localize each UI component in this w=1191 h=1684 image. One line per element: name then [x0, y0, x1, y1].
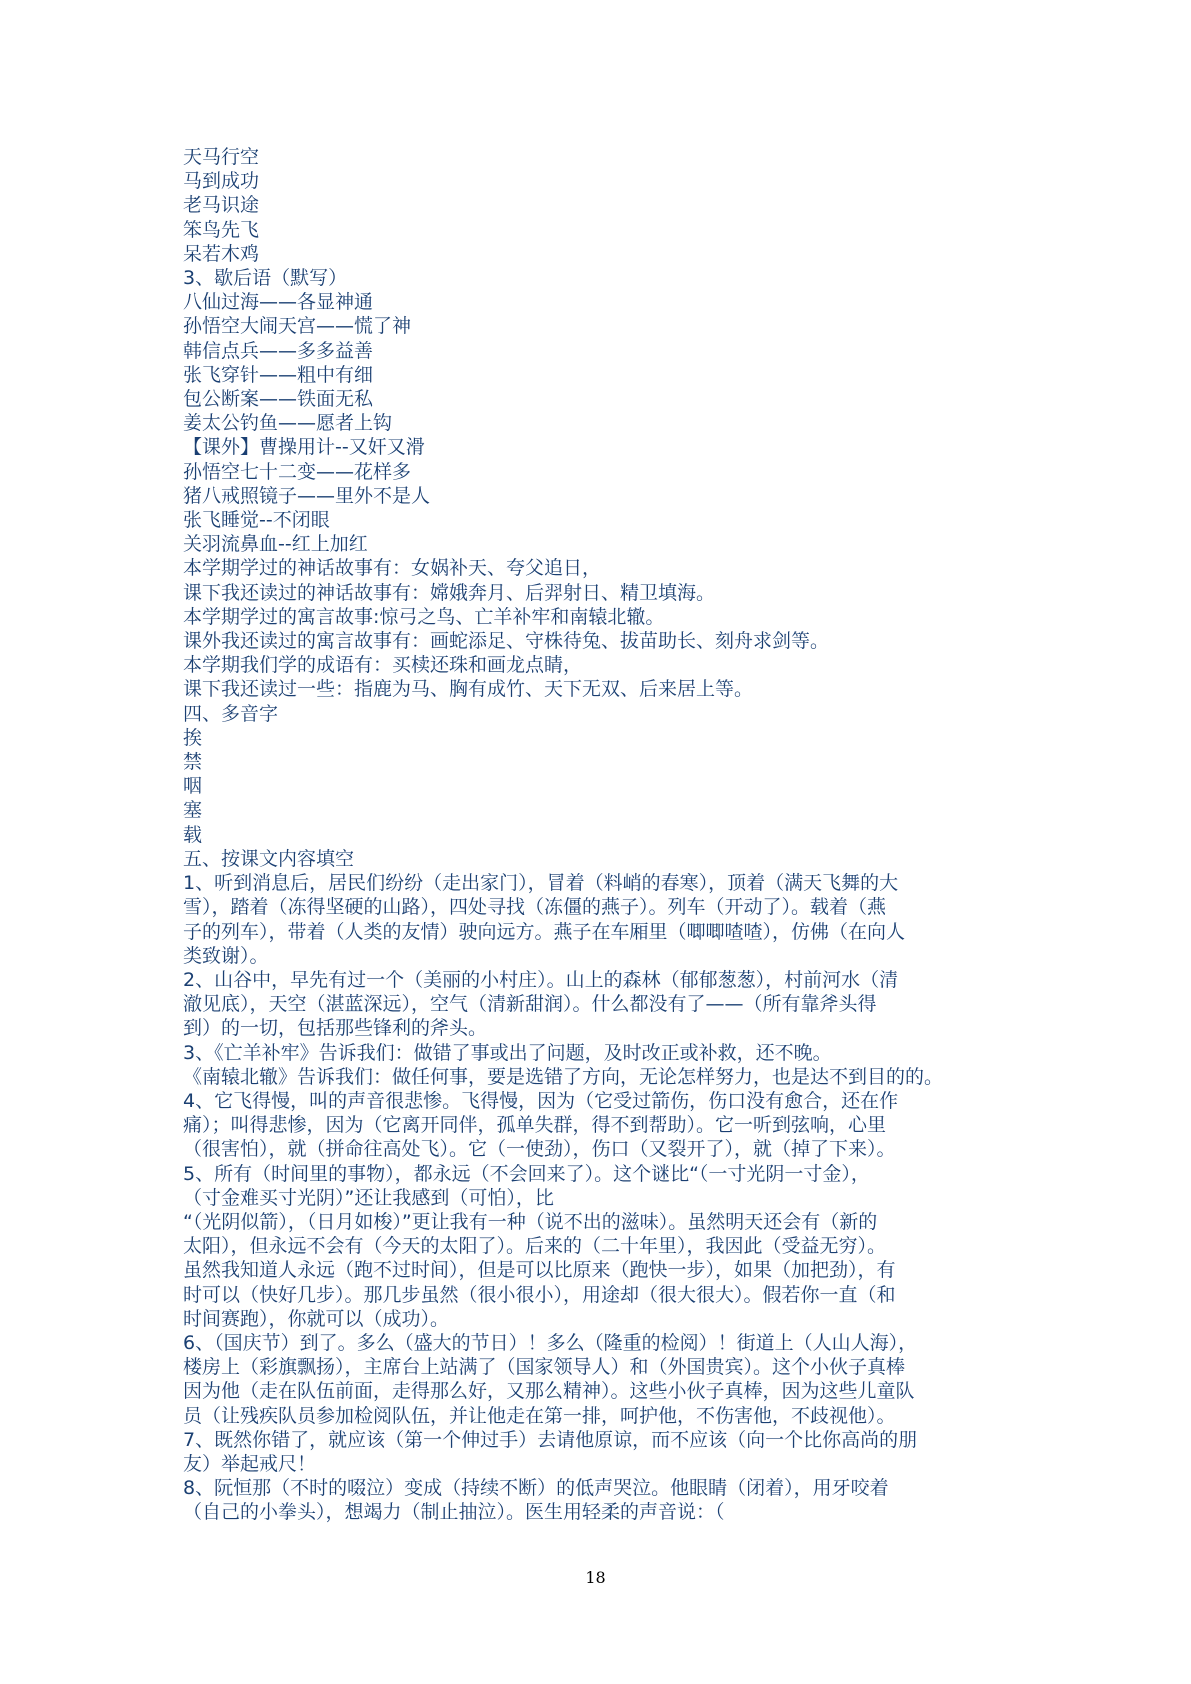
text-line: 课外我还读过的寓言故事有：画蛇添足、守株待兔、拔苗助长、刻舟求剑等。 — [183, 630, 830, 653]
text-line: 本学期学过的神话故事有：女娲补天、夸父追日， — [183, 557, 602, 580]
text-line: 天马行空 — [183, 146, 260, 168]
text-line: 老马识途 — [183, 194, 260, 217]
section-heading: 3、歇后语（默写） — [183, 267, 348, 290]
text-line: 澈见底），天空（湛蓝深远），空气（清新甜润）。什么都没有了——（所有靠斧头得 — [183, 993, 877, 1016]
text-line: 张飞睡觉--不闭眼 — [183, 509, 330, 532]
text-line: 孙悟空大闹天宫——慌了神 — [183, 315, 412, 338]
text-line: 孙悟空七十二变——花样多 — [183, 460, 412, 483]
text-line: 塞 — [183, 799, 203, 822]
text-line: 猪八戒照镜子——里外不是人 — [183, 484, 431, 507]
text-line: 5、所有（时间里的事物），都永远（不会回来了）。这个谜比“（一寸光阴一寸金）， — [183, 1162, 870, 1185]
text-line: （寸金难买寸光阴）”还让我感到（可怕），比 — [183, 1186, 554, 1209]
text-line: 6、（国庆节）到了。多么（盛大的节日）！多么（隆重的检阅）！街道上（人山人海）， — [183, 1331, 918, 1354]
text-line: 子的列车），带着（人类的友情）驶向远方。燕子在车厢里（唧唧喳喳），仿佛（在向人 — [183, 920, 906, 943]
text-line: 课下我还读过一些：指鹿为马、胸有成竹、天下无双、后来居上等。 — [183, 678, 754, 701]
text-line: 3、《亡羊补牢》告诉我们：做错了事或出了问题，及时改正或补救，还不晚。 — [183, 1041, 832, 1064]
text-line: 1、听到消息后，居民们纷纷（走出家门），冒着（料峭的春寒），顶着（满天飞舞的大 — [183, 872, 899, 895]
text-line: 7、既然你错了，就应该（第一个伸过手）去请他原谅，而不应该（向一个比你高尚的朋 — [183, 1428, 918, 1451]
text-line: 禁 — [183, 751, 203, 774]
text-line: 时可以（快好几步）。那几步虽然（很小很小），用途却（很大很大）。假若你一直（和 — [183, 1283, 896, 1306]
text-line: “（光阴似箭），（日月如梭）”更让我有一种（说不出的滋味）。虽然明天还会有（新的 — [183, 1210, 878, 1233]
text-line: 时间赛跑），你就可以（成功）。 — [183, 1307, 450, 1330]
text-line: 8、阮恒那（不时的啜泣）变成（持续不断）的低声哭泣。他眼睛（闭着），用牙咬着 — [183, 1477, 889, 1500]
text-line: 包公断案——铁面无私 — [183, 388, 374, 411]
text-line: 太阳），但永远不会有（今天的太阳了）。后来的（二十年里），我因此（受益无穷）。 — [183, 1235, 887, 1258]
text-line: 楼房上（彩旗飘扬），主席台上站满了（国家领导人）和（外国贵宾）。这个小伙子真棒 — [183, 1356, 906, 1379]
text-line: 4、它飞得慢，叫的声音很悲惨。飞得慢，因为（它受过箭伤，伤口没有愈合，还在作 — [183, 1089, 899, 1112]
text-line: 本学期学过的寓言故事:惊弓之鸟、亡羊补牢和南辕北辙。 — [183, 605, 665, 628]
page-body — [183, 145, 1023, 1525]
text-line: 呆若木鸡 — [183, 242, 260, 265]
text-line: 因为他（走在队伍前面，走得那么好，又那么精神）。这些小伙子真棒，因为这些儿童队 — [183, 1380, 915, 1403]
text-line: 韩信点兵——多多益善 — [183, 339, 374, 362]
text-line: 马到成功 — [183, 170, 260, 193]
section-heading: 五、按课文内容填空 — [183, 847, 355, 870]
text-line: 友）举起戒尺！ — [183, 1452, 317, 1475]
text-line: 挨 — [183, 726, 203, 749]
text-line: 张飞穿针——粗中有细 — [183, 363, 374, 386]
text-line: （自己的小拳头），想竭力（制止抽泣）。医生用轻柔的声音说：（ — [183, 1501, 725, 1524]
text-line: 2、山谷中，早先有过一个（美丽的小村庄）。山上的森林（郁郁葱葱），村前河水（清 — [183, 968, 899, 991]
text-line: （很害怕），就（拼命往高处飞）。它（一使劲），伤口（又裂开了），就（掉了下来）。 — [183, 1138, 896, 1161]
text-line: 痛）；叫得悲惨，因为（它离开同伴，孤单失群，得不到帮助）。它一听到弦响，心里 — [183, 1114, 887, 1137]
text-line: 员（让残疾队员参加检阅队伍，并让他走在第一排，呵护他，不伤害他，不歧视他）。 — [183, 1404, 896, 1427]
text-line: 课下我还读过的神话故事有：嫦娥奔月、后羿射日、精卫填海。 — [183, 581, 716, 604]
text-line: 笨鸟先飞 — [183, 218, 260, 241]
text-line: 《南辕北辙》告诉我们：做任何事，要是选错了方向，无论怎样努力，也是达不到目的的。 — [183, 1065, 944, 1088]
section-heading: 四、多音字 — [183, 702, 279, 725]
text-line: 本学期我们学的成语有：买椟还珠和画龙点睛， — [183, 654, 583, 677]
text-line: 姜太公钓鱼——愿者上钩 — [183, 412, 393, 435]
text-line: 雪），踏着（冻得坚硬的山路），四处寻找（冻僵的燕子）。列车（开动了）。载着（燕 — [183, 896, 887, 919]
page-number: 18 — [585, 1568, 606, 1587]
text-line: 类致谢）。 — [183, 944, 269, 967]
text-line: 虽然我知道人永远（跑不过时间），但是可以比原来（跑快一步），如果（加把劲），有 — [183, 1259, 896, 1282]
text-line: 关羽流鼻血--红上加红 — [183, 533, 368, 556]
text-line: 到）的一切，包括那些锋利的斧头。 — [183, 1017, 488, 1040]
text-line: 载 — [183, 823, 203, 846]
text-line: 八仙过海——各显神通 — [183, 291, 374, 314]
text-line: 【课外】曹操用计--又奸又滑 — [183, 436, 425, 459]
text-line: 咽 — [183, 775, 203, 798]
